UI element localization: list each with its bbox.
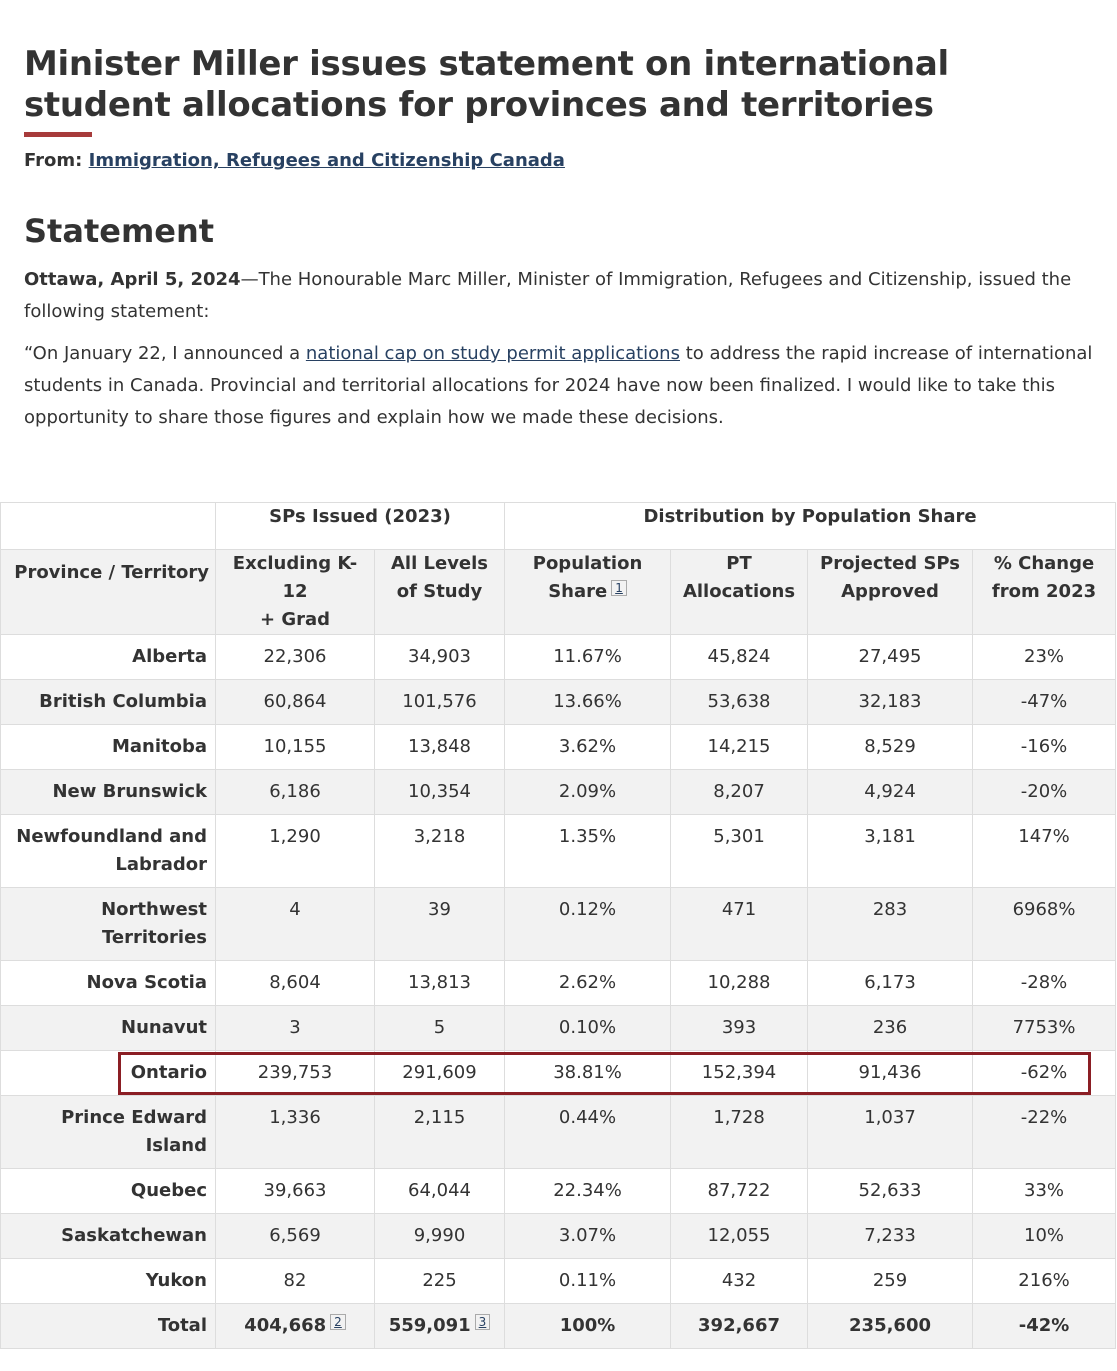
cell-excl: 10,155 bbox=[216, 725, 375, 770]
cell-share: 13.66% bbox=[505, 680, 671, 725]
cell-province: Nova Scotia bbox=[1, 961, 216, 1006]
cell-all: 2,115 bbox=[375, 1096, 505, 1169]
cell-projected: 4,924 bbox=[808, 770, 973, 815]
cell-alloc: 53,638 bbox=[671, 680, 808, 725]
cell-excl: 60,864 bbox=[216, 680, 375, 725]
cell-change: -62% bbox=[973, 1051, 1116, 1096]
cell-change: 33% bbox=[973, 1169, 1116, 1214]
cell-projected: 8,529 bbox=[808, 725, 973, 770]
cell-all: 5 bbox=[375, 1006, 505, 1051]
col-header-pt-alloc-line2: Allocations bbox=[682, 581, 796, 602]
footnote-link-1[interactable]: 1 bbox=[611, 580, 627, 596]
cell-excl: 22,306 bbox=[216, 635, 375, 680]
col-header-pop-share-line1: Population bbox=[532, 553, 643, 574]
cell-province: Quebec bbox=[1, 1169, 216, 1214]
cell-share: 0.12% bbox=[505, 888, 671, 961]
cell-province bbox=[1, 1096, 216, 1169]
cell-province: Alberta bbox=[1, 635, 216, 680]
cell-total-label: Total bbox=[1, 1304, 216, 1349]
from-label: From: bbox=[24, 150, 83, 171]
cell-total-excl bbox=[216, 1304, 375, 1349]
table-row bbox=[1, 1169, 1116, 1214]
body-text-after: to address the rapid increase of international students in Canada. Provincial and territorial allocations for 2024 have now been finalized. I would like to take this opportunity to share those figures and explain how we made these decisions. bbox=[24, 343, 1093, 428]
cell-all: 9,990 bbox=[375, 1214, 505, 1259]
cell-all: 39 bbox=[375, 888, 505, 961]
cell-change: -47% bbox=[973, 680, 1116, 725]
cell-alloc: 8,207 bbox=[671, 770, 808, 815]
page-title: Minister Miller issues statement on international student allocations for provinces and territories bbox=[24, 44, 949, 125]
dateline: Ottawa, April 5, 2024 bbox=[24, 269, 241, 290]
col-header-excl-k12-line2: + Grad bbox=[259, 609, 331, 630]
table-row bbox=[1, 961, 1116, 1006]
cell-province-line2: Island bbox=[145, 1135, 207, 1156]
cell-share: 22.34% bbox=[505, 1169, 671, 1214]
empty-group-cell bbox=[1, 503, 216, 550]
cell-province: Nunavut bbox=[1, 1006, 216, 1051]
cell-all: 225 bbox=[375, 1259, 505, 1304]
cell-all: 13,813 bbox=[375, 961, 505, 1006]
from-line bbox=[24, 150, 565, 171]
cell-province: Yukon bbox=[1, 1259, 216, 1304]
table-row bbox=[1, 725, 1116, 770]
cell-projected: 3,181 bbox=[808, 815, 973, 888]
col-header-pop-share bbox=[505, 550, 671, 635]
cell-alloc: 5,301 bbox=[671, 815, 808, 888]
cell-share: 0.10% bbox=[505, 1006, 671, 1051]
cell-province-line1: Northwest bbox=[101, 899, 207, 920]
cell-share: 0.44% bbox=[505, 1096, 671, 1169]
cell-projected: 7,233 bbox=[808, 1214, 973, 1259]
cell-excl: 4 bbox=[216, 888, 375, 961]
table-row bbox=[1, 635, 1116, 680]
table-row bbox=[1, 888, 1116, 961]
cell-total-projected: 235,600 bbox=[808, 1304, 973, 1349]
cell-projected: 283 bbox=[808, 888, 973, 961]
intro-text: —The Honourable Marc Miller, Minister of Immigration, Refugees and Citizenship, issued the following statement: bbox=[24, 269, 1072, 322]
cell-province: New Brunswick bbox=[1, 770, 216, 815]
cell-share: 2.62% bbox=[505, 961, 671, 1006]
col-header-all-levels-line2: of Study bbox=[396, 581, 483, 602]
cell-change: -16% bbox=[973, 725, 1116, 770]
table-row bbox=[1, 770, 1116, 815]
title-underline bbox=[24, 132, 92, 137]
cell-all: 101,576 bbox=[375, 680, 505, 725]
cell-excl: 6,186 bbox=[216, 770, 375, 815]
cell-total-share: 100% bbox=[505, 1304, 671, 1349]
cell-province-line1: Prince Edward bbox=[61, 1107, 207, 1128]
cell-excl: 1,336 bbox=[216, 1096, 375, 1169]
table-row bbox=[1, 680, 1116, 725]
cell-change: -20% bbox=[973, 770, 1116, 815]
cell-province: British Columbia bbox=[1, 680, 216, 725]
group-header-row bbox=[1, 503, 1116, 550]
cell-change: -22% bbox=[973, 1096, 1116, 1169]
col-header-pt-alloc bbox=[671, 550, 808, 635]
total-excl-value: 404,668 bbox=[244, 1315, 327, 1336]
cell-share: 3.62% bbox=[505, 725, 671, 770]
cell-province: Manitoba bbox=[1, 725, 216, 770]
cell-projected: 1,037 bbox=[808, 1096, 973, 1169]
cell-change: 6968% bbox=[973, 888, 1116, 961]
cell-excl: 239,753 bbox=[216, 1051, 375, 1096]
col-header-projected-line2: Approved bbox=[841, 581, 939, 602]
cell-all: 3,218 bbox=[375, 815, 505, 888]
statement-body bbox=[24, 338, 1104, 434]
col-header-change-line2: from 2023 bbox=[991, 581, 1097, 602]
col-header-change-line1: % Change bbox=[993, 553, 1095, 574]
cell-projected: 27,495 bbox=[808, 635, 973, 680]
col-header-province: Province / Territory bbox=[1, 550, 216, 635]
department-link[interactable]: Immigration, Refugees and Citizenship Canada bbox=[88, 150, 565, 171]
section-heading: Statement bbox=[24, 212, 215, 250]
body-text-before: “On January 22, I announced a bbox=[24, 343, 306, 364]
col-header-excl-k12 bbox=[216, 550, 375, 635]
col-header-excl-k12-line1: Excluding K-12 bbox=[232, 553, 358, 602]
cell-change: 147% bbox=[973, 815, 1116, 888]
cell-province-line2: Labrador bbox=[115, 854, 207, 875]
table-row bbox=[1, 1214, 1116, 1259]
statement-intro bbox=[24, 264, 1104, 328]
column-header-row bbox=[1, 550, 1116, 635]
cell-excl: 1,290 bbox=[216, 815, 375, 888]
cell-excl: 8,604 bbox=[216, 961, 375, 1006]
cell-change: 216% bbox=[973, 1259, 1116, 1304]
cell-alloc: 45,824 bbox=[671, 635, 808, 680]
table-row bbox=[1, 1096, 1116, 1169]
group-header-distribution: Distribution by Population Share bbox=[505, 503, 1116, 550]
cell-change: 23% bbox=[973, 635, 1116, 680]
cell-share: 2.09% bbox=[505, 770, 671, 815]
col-header-pt-alloc-line1: PT bbox=[726, 553, 752, 574]
cell-change: 10% bbox=[973, 1214, 1116, 1259]
col-header-projected-line1: Projected SPs bbox=[820, 553, 961, 574]
cell-change: -28% bbox=[973, 961, 1116, 1006]
cell-projected: 259 bbox=[808, 1259, 973, 1304]
col-header-all-levels bbox=[375, 550, 505, 635]
cell-share: 38.81% bbox=[505, 1051, 671, 1096]
cell-excl: 3 bbox=[216, 1006, 375, 1051]
col-header-change bbox=[973, 550, 1116, 635]
cell-alloc: 14,215 bbox=[671, 725, 808, 770]
cell-all: 10,354 bbox=[375, 770, 505, 815]
cell-all: 64,044 bbox=[375, 1169, 505, 1214]
cell-share: 3.07% bbox=[505, 1214, 671, 1259]
cell-all: 34,903 bbox=[375, 635, 505, 680]
col-header-pop-share-line2: Share bbox=[548, 581, 608, 602]
group-header-sps: SPs Issued (2023) bbox=[216, 503, 505, 550]
cell-province bbox=[1, 888, 216, 961]
cell-change: 7753% bbox=[973, 1006, 1116, 1051]
cell-province: Saskatchewan bbox=[1, 1214, 216, 1259]
table-row-ontario bbox=[1, 1051, 1116, 1096]
col-header-projected bbox=[808, 550, 973, 635]
cell-alloc: 10,288 bbox=[671, 961, 808, 1006]
allocation-table bbox=[0, 502, 1116, 1349]
cell-projected: 236 bbox=[808, 1006, 973, 1051]
cell-excl: 39,663 bbox=[216, 1169, 375, 1214]
cell-alloc: 87,722 bbox=[671, 1169, 808, 1214]
cell-province: Ontario bbox=[1, 1051, 216, 1096]
table-row bbox=[1, 1006, 1116, 1051]
cell-projected: 91,436 bbox=[808, 1051, 973, 1096]
cell-total-change: -42% bbox=[973, 1304, 1116, 1349]
cell-total-all bbox=[375, 1304, 505, 1349]
table-total-row bbox=[1, 1304, 1116, 1349]
cell-all: 291,609 bbox=[375, 1051, 505, 1096]
cell-province-line1: Newfoundland and bbox=[16, 826, 207, 847]
cell-share: 11.67% bbox=[505, 635, 671, 680]
cell-projected: 52,633 bbox=[808, 1169, 973, 1214]
footnote-link-2[interactable]: 2 bbox=[330, 1314, 346, 1330]
cell-alloc: 393 bbox=[671, 1006, 808, 1051]
cell-projected: 6,173 bbox=[808, 961, 973, 1006]
cell-projected: 32,183 bbox=[808, 680, 973, 725]
cell-alloc: 12,055 bbox=[671, 1214, 808, 1259]
cell-alloc: 471 bbox=[671, 888, 808, 961]
footnote-link-3[interactable]: 3 bbox=[475, 1314, 491, 1330]
table-row bbox=[1, 1259, 1116, 1304]
cell-alloc: 152,394 bbox=[671, 1051, 808, 1096]
col-header-all-levels-line1: All Levels bbox=[390, 553, 489, 574]
cell-total-alloc: 392,667 bbox=[671, 1304, 808, 1349]
cap-link[interactable]: national cap on study permit applications bbox=[305, 343, 680, 364]
cell-share: 1.35% bbox=[505, 815, 671, 888]
cell-excl: 82 bbox=[216, 1259, 375, 1304]
cell-alloc: 1,728 bbox=[671, 1096, 808, 1169]
cell-alloc: 432 bbox=[671, 1259, 808, 1304]
cell-share: 0.11% bbox=[505, 1259, 671, 1304]
cell-province-line2: Territories bbox=[102, 927, 207, 948]
cell-excl: 6,569 bbox=[216, 1214, 375, 1259]
total-all-value: 559,091 bbox=[388, 1315, 471, 1336]
table-row bbox=[1, 815, 1116, 888]
cell-all: 13,848 bbox=[375, 725, 505, 770]
cell-province bbox=[1, 815, 216, 888]
